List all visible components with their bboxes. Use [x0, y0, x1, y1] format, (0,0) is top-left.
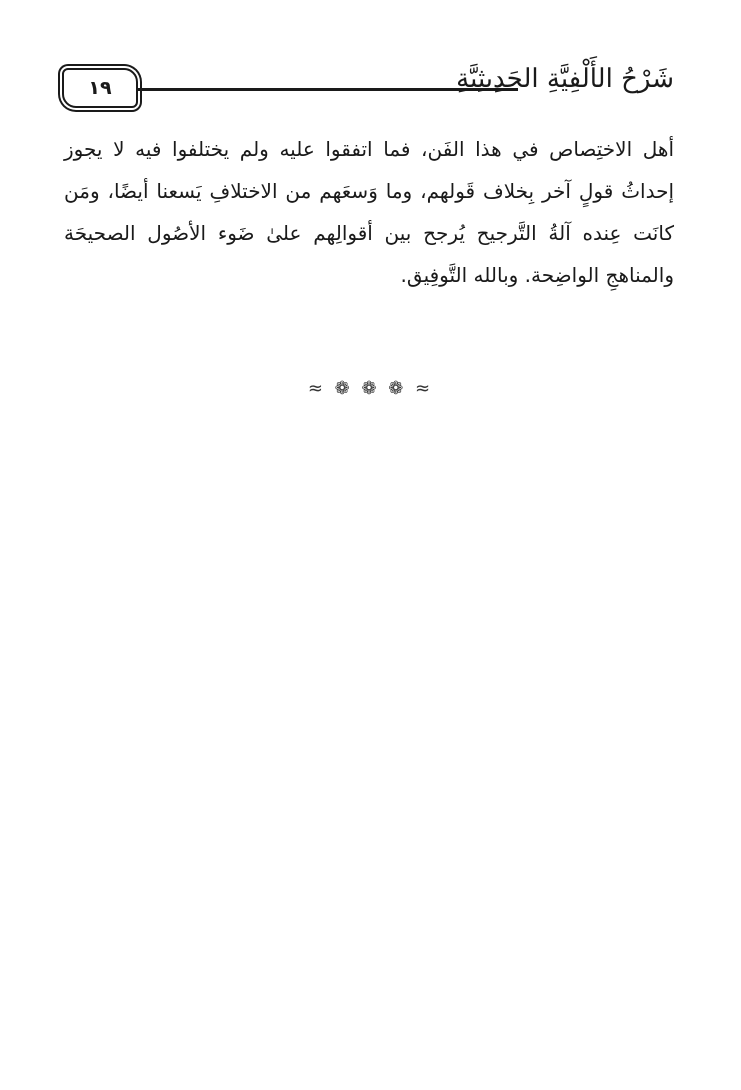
page-header: [62, 62, 674, 110]
page-number: ١٩: [62, 68, 138, 108]
running-title: شَرْحُ الأَلْفِيَّةِ الحَدِيثِيَّةِ: [456, 64, 674, 94]
body-text: [64, 128, 674, 296]
ornament-icon: ≈ ❁ ❁ ❁ ≈: [307, 378, 434, 399]
paragraph: أهل الاختِصاص في هذا الفَن، فما اتفقوا عليه ولم يختلفوا فيه لا يجوز إحداثُ قولٍ آخر بِخلاف قَولهم، وما وَسعَهم من الاختلافِ يَسعنا أيضًا، ومَن كانَت عِنده آلةُ التَّرجيح يُرجح بين أقوالِهم علىٰ ضَوء الأصُول الصحيحَة والمناهجِ الواضِحة. وبالله التَّوفِيق.: [64, 137, 674, 287]
section-end-ornament: [0, 378, 741, 399]
